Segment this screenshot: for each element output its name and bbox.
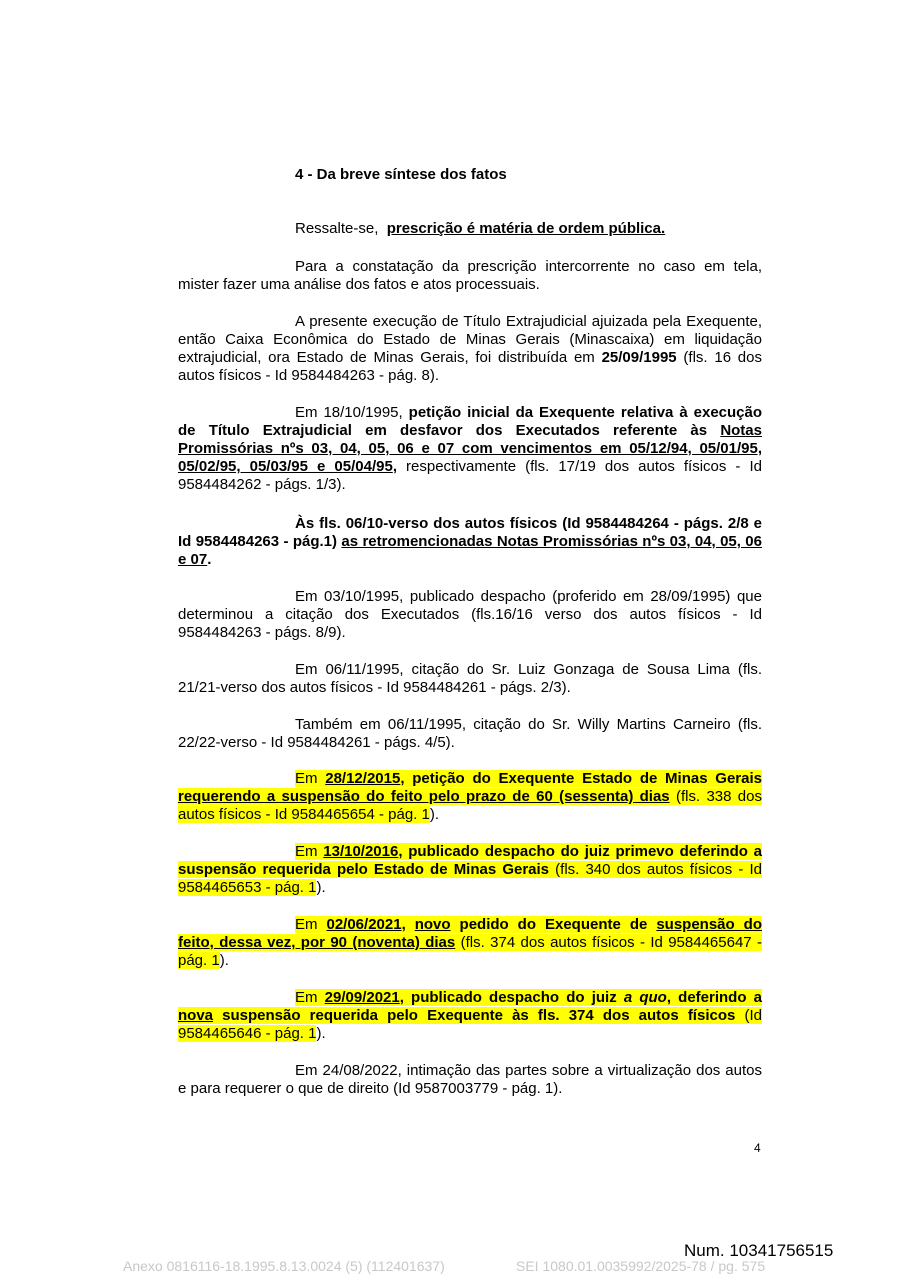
highlighted-paragraph: Em 28/12/2015, petição do Exequente Estado de Minas Gerais requerendo a suspensão do feito pelo prazo de 60 (sessenta) dias (fls. 338 dos autos físicos - Id 9584465654 - pág. 1). — [178, 770, 762, 823]
paragraph: Às fls. 06/10-verso dos autos físicos (Id 9584484264 - págs. 2/8 e Id 9584484263 - pág.1) as retromencionadas Notas Promissórias nºs 03, 04, 05, 06 e 07. — [178, 515, 762, 568]
intro-emphasis: prescrição é matéria de ordem pública. — [386, 220, 666, 237]
paragraph: Em 06/11/1995, citação do Sr. Luiz Gonzaga de Sousa Lima (fls. 21/21-verso dos autos físicos - Id 9584484261 - págs. 2/3). — [178, 661, 762, 696]
paragraph: Em 18/10/1995, petição inicial da Exequente relativa à execução de Título Extrajudicial em desfavor dos Executados referente às Notas Promissórias nºs 03, 04, 05, 06 e 07 com vencimentos em 05/12/94, 05/01/95, 05/02/95, 05/03/95 e 05/04/95, respectivamente (fls. 17/19 dos autos físicos - Id 9584484262 - págs. 1/3). — [178, 404, 763, 493]
intro-lead: Ressalte-se, — [295, 220, 379, 237]
highlighted-paragraph: Em 02/06/2021, novo pedido do Exequente de suspensão do feito, dessa vez, por 90 (noventa) dias (fls. 374 dos autos físicos - Id 9584465647 - pág. 1). — [178, 916, 762, 969]
paragraph-intro — [178, 220, 762, 238]
footer-sei-ref: SEI 1080.01.0035992/2025-78 / pg. 575 — [516, 1258, 766, 1274]
paragraph: Para a constatação da prescrição intercorrente no caso em tela, mister fazer uma análise dos fatos e atos processuais. — [178, 258, 762, 293]
highlighted-paragraph: Em 13/10/2016, publicado despacho do juiz primevo deferindo a suspensão requerida pelo Estado de Minas Gerais (fls. 340 dos autos físicos - Id 9584465653 - pág. 1). — [178, 843, 763, 896]
highlighted-paragraph: Em 29/09/2021, publicado despacho do juiz a quo, deferindo a nova suspensão requerida pelo Exequente às fls. 374 dos autos físicos (Id 9584465646 - pág. 1). — [178, 989, 762, 1042]
document-number: Num. 10341756515 — [684, 1241, 834, 1260]
section-heading: 4 - Da breve síntese dos fatos — [295, 166, 507, 183]
paragraph: Também em 06/11/1995, citação do Sr. Willy Martins Carneiro (fls. 22/22-verso - Id 9584484261 - págs. 4/5). — [178, 716, 762, 751]
footer-annex-ref: Anexo 0816116-18.1995.8.13.0024 (5) (112401637) — [123, 1258, 445, 1274]
page-number: 4 — [754, 1141, 761, 1155]
paragraph: Em 24/08/2022, intimação das partes sobre a virtualização dos autos e para requerer o que de direito (Id 9587003779 - pág. 1). — [178, 1062, 762, 1097]
paragraph: Em 03/10/1995, publicado despacho (proferido em 28/09/1995) que determinou a citação dos Executados (fls.16/16 verso dos autos físicos - Id 9584484263 - págs. 8/9). — [178, 588, 762, 641]
paragraph: A presente execução de Título Extrajudicial ajuizada pela Exequente, então Caixa Econômica do Estado de Minas Gerais (Minascaixa) em liquidação extrajudicial, ora Estado de Minas Gerais, foi distribuída em 25/09/1995 (fls. 16 dos autos físicos - Id 9584484263 - pág. 8). — [178, 313, 762, 384]
